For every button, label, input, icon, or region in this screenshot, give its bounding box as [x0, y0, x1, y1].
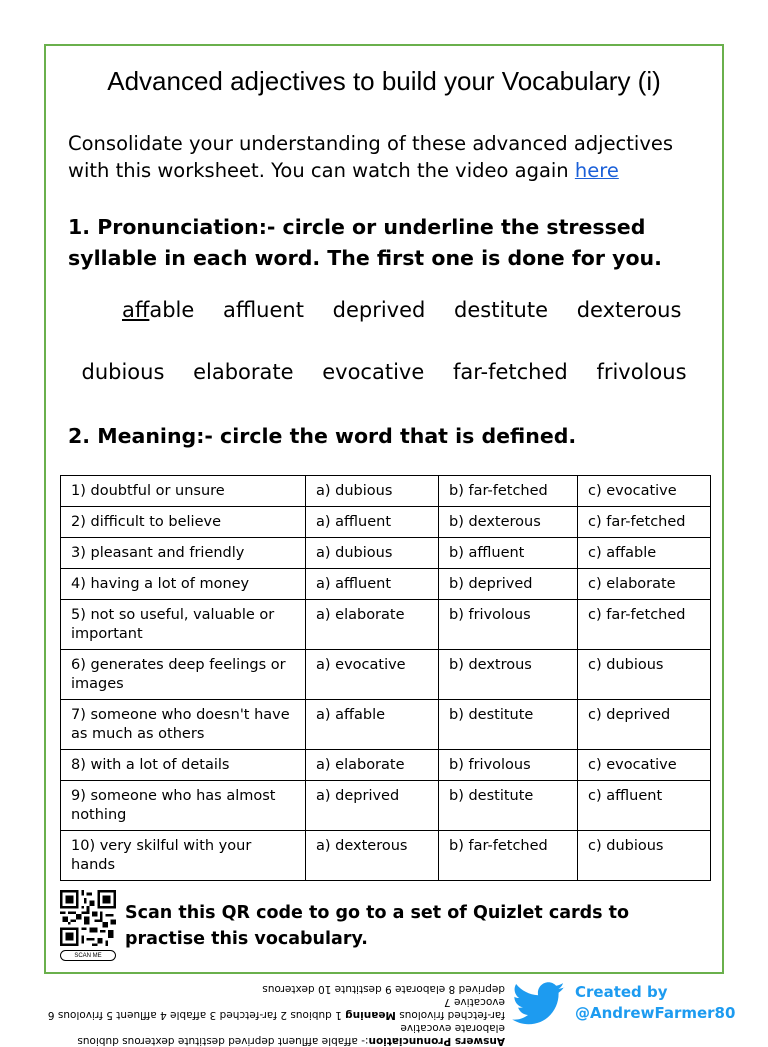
section2-heading: 2. Meaning:- circle the word that is defined.: [68, 424, 577, 448]
author-credit: [575, 982, 735, 1024]
stressed-syllable: aff: [122, 298, 150, 322]
option-a[interactable]: a) dexterous: [306, 831, 439, 881]
credit-line-1: Created by: [575, 983, 668, 1001]
option-b[interactable]: b) frivolous: [439, 750, 578, 781]
twitter-handle[interactable]: @AndrewFarmer80: [575, 1004, 736, 1022]
option-c[interactable]: c) evocative: [578, 750, 711, 781]
option-a[interactable]: a) affluent: [306, 569, 439, 600]
table-row: [61, 650, 711, 700]
scan-me-label: SCAN ME: [60, 950, 116, 961]
word: frivolous: [596, 360, 687, 384]
option-a[interactable]: a) dubious: [306, 538, 439, 569]
video-link[interactable]: here: [574, 159, 619, 182]
table-row: [61, 476, 711, 507]
definition-cell: 7) someone who doesn't have as much as others: [61, 700, 306, 750]
option-c[interactable]: c) evocative: [578, 476, 711, 507]
word: far-fetched: [452, 360, 568, 384]
word: destitute: [454, 298, 549, 322]
intro-paragraph: [68, 130, 708, 184]
word: elaborate: [193, 360, 294, 384]
definition-cell: 4) having a lot of money: [61, 569, 306, 600]
answer-line-1: Answers Pronunciation:- affable affluent deprived destitute dexterous dubious elaborate evocative: [77, 1022, 505, 1047]
option-c[interactable]: c) deprived: [578, 700, 711, 750]
table-row: [61, 569, 711, 600]
word: evocative: [322, 360, 425, 384]
option-c[interactable]: c) far-fetched: [578, 600, 711, 650]
option-b[interactable]: b) destitute: [439, 781, 578, 831]
option-b[interactable]: b) far-fetched: [439, 476, 578, 507]
word-row-2: [44, 360, 724, 384]
definition-cell: 2) difficult to believe: [61, 507, 306, 538]
section1-heading: 1. Pronunciation:- circle or underline the stressed syllable in each word. The first one is done for you.: [68, 215, 662, 270]
option-a[interactable]: a) elaborate: [306, 750, 439, 781]
meaning-table-body: [61, 476, 711, 881]
table-row: [61, 600, 711, 650]
option-a[interactable]: a) elaborate: [306, 600, 439, 650]
option-c[interactable]: c) far-fetched: [578, 507, 711, 538]
definition-cell: 5) not so useful, valuable or important: [61, 600, 306, 650]
option-c[interactable]: c) elaborate: [578, 569, 711, 600]
definition-cell: 3) pleasant and friendly: [61, 538, 306, 569]
option-a[interactable]: a) evocative: [306, 650, 439, 700]
option-b[interactable]: b) dextrous: [439, 650, 578, 700]
table-row: [61, 538, 711, 569]
definition-cell: 6) generates deep feelings or images: [61, 650, 306, 700]
option-b[interactable]: b) frivolous: [439, 600, 578, 650]
option-b[interactable]: b) deprived: [439, 569, 578, 600]
qr-instruction: Scan this QR code to go to a set of Quizlet cards to practise this vocabulary.: [125, 903, 630, 949]
table-row: [61, 507, 711, 538]
word: dubious: [81, 360, 165, 384]
option-a[interactable]: a) dubious: [306, 476, 439, 507]
definition-cell: 9) someone who has almost nothing: [61, 781, 306, 831]
answer-line-3: deprived 8 elaborate 9 destitute 10 dexterous: [262, 983, 505, 995]
option-b[interactable]: b) affluent: [439, 538, 578, 569]
definition-cell: 8) with a lot of details: [61, 750, 306, 781]
definition-cell: 1) doubtful or unsure: [61, 476, 306, 507]
option-b[interactable]: b) far-fetched: [439, 831, 578, 881]
meaning-table: [60, 475, 711, 881]
option-a[interactable]: a) affluent: [306, 507, 439, 538]
word-row-1: [44, 298, 724, 322]
intro-text: Consolidate your understanding of these advanced adjectives with this worksheet. You can watch the video again: [68, 132, 674, 182]
option-b[interactable]: b) dexterous: [439, 507, 578, 538]
definition-cell: 10) very skilful with your hands: [61, 831, 306, 881]
word: deprived: [332, 298, 426, 322]
qr-code-icon[interactable]: [60, 890, 116, 946]
table-row: [61, 831, 711, 881]
word-affable: affable: [122, 298, 195, 322]
page-title: Advanced adjectives to build your Vocabulary (i): [107, 66, 661, 96]
table-row: [61, 750, 711, 781]
option-c[interactable]: c) dubious: [578, 650, 711, 700]
word: affluent: [222, 298, 304, 322]
option-c[interactable]: c) affable: [578, 538, 711, 569]
answer-line-2: far-fetched frivolous Meaning 1 dubious 2 far-fetched 3 affable 4 affluent 5 frivolous 6 evocative 7: [47, 996, 505, 1021]
option-a[interactable]: a) deprived: [306, 781, 439, 831]
table-row: [61, 700, 711, 750]
word: dexterous: [576, 298, 682, 322]
option-c[interactable]: c) affluent: [578, 781, 711, 831]
answer-key-upside-down: [40, 982, 505, 1047]
option-b[interactable]: b) destitute: [439, 700, 578, 750]
twitter-bird-icon: [510, 982, 568, 1026]
option-a[interactable]: a) affable: [306, 700, 439, 750]
option-c[interactable]: c) dubious: [578, 831, 711, 881]
table-row: [61, 781, 711, 831]
